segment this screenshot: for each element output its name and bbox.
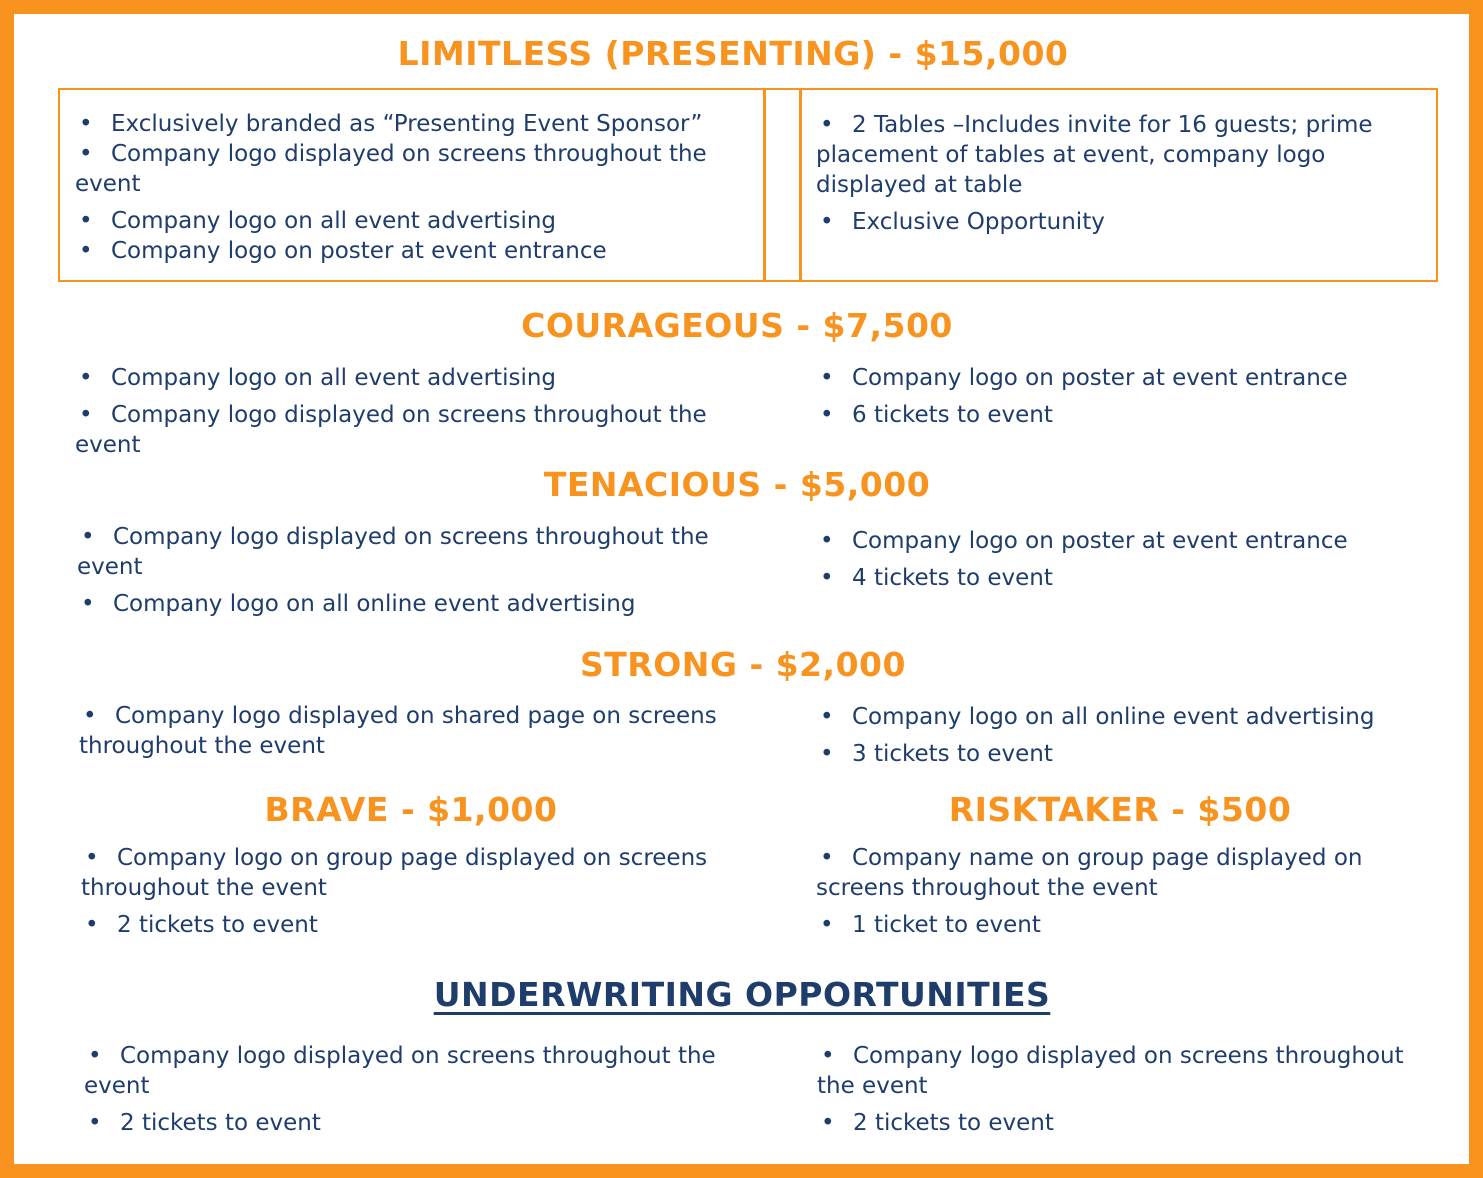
- list-item: • 2 tickets to event: [817, 1108, 1447, 1138]
- strong-left-list: [79, 701, 779, 768]
- box-divider-line: [799, 90, 802, 280]
- underwriting-right-list: [817, 1041, 1447, 1145]
- list-item: • Company logo on group page displayed on screens throughout the event: [81, 843, 781, 903]
- list-item: • Company logo displayed on screens throughout the event: [817, 1041, 1447, 1101]
- tenacious-right-list: [816, 526, 1436, 600]
- list-item: • 2 Tables –Includes invite for 16 guests; prime placement of tables at event, company logo displayed at table: [816, 110, 1416, 200]
- courageous-left-list: [75, 363, 770, 467]
- list-item: • 2 tickets to event: [84, 1108, 784, 1138]
- list-item: • 4 tickets to event: [816, 563, 1436, 593]
- list-item: • Company logo on poster at event entrance: [816, 363, 1436, 393]
- tier-heading-strong: STRONG - $2,000: [580, 645, 906, 684]
- tier-heading-limitless: LIMITLESS (PRESENTING) - $15,000: [397, 34, 1069, 73]
- list-item: • Company logo on all event advertising: [75, 206, 765, 236]
- list-item: • Company logo on all event advertising: [75, 363, 770, 393]
- strong-right-list: [816, 702, 1436, 776]
- list-item: • Company name on group page displayed on screens throughout the event: [816, 843, 1426, 903]
- list-item: • Company logo on all online event advertising: [77, 589, 772, 619]
- tier-heading-brave: BRAVE - $1,000: [264, 790, 558, 829]
- list-item: • 6 tickets to event: [816, 400, 1436, 430]
- list-item: • Company logo on poster at event entrance: [816, 526, 1436, 556]
- limitless-left-list: [75, 109, 765, 266]
- list-item: • Company logo displayed on screens throughout the event: [84, 1041, 784, 1101]
- brave-list: [81, 843, 781, 947]
- list-item: • Company logo on all online event advertising: [816, 702, 1436, 732]
- tier-heading-courageous: COURAGEOUS - $7,500: [521, 306, 953, 345]
- list-item: • 2 tickets to event: [81, 910, 781, 940]
- list-item: • Company logo displayed on screens throughout the event: [77, 522, 772, 582]
- underwriting-left-list: [84, 1041, 784, 1145]
- limitless-right-list: [816, 110, 1416, 244]
- tenacious-left-list: [77, 522, 772, 626]
- list-item: • Company logo displayed on screens throughout the event: [75, 139, 765, 199]
- list-item: • Company logo displayed on shared page on screens throughout the event: [79, 701, 779, 761]
- underwriting-heading: UNDERWRITING OPPORTUNITIES: [433, 975, 1051, 1014]
- list-item: • Company logo on poster at event entrance: [75, 236, 765, 266]
- tier-heading-risktaker: RISKTAKER - $500: [948, 790, 1292, 829]
- courageous-right-list: [816, 363, 1436, 437]
- list-item: • 1 ticket to event: [816, 910, 1426, 940]
- list-item: • 3 tickets to event: [816, 739, 1436, 769]
- list-item: • Exclusively branded as “Presenting Event Sponsor”: [75, 109, 765, 139]
- risktaker-list: [816, 843, 1426, 947]
- list-item: • Company logo displayed on screens throughout the event: [75, 400, 770, 460]
- tier-heading-tenacious: TENACIOUS - $5,000: [543, 465, 931, 504]
- list-item: • Exclusive Opportunity: [816, 207, 1416, 237]
